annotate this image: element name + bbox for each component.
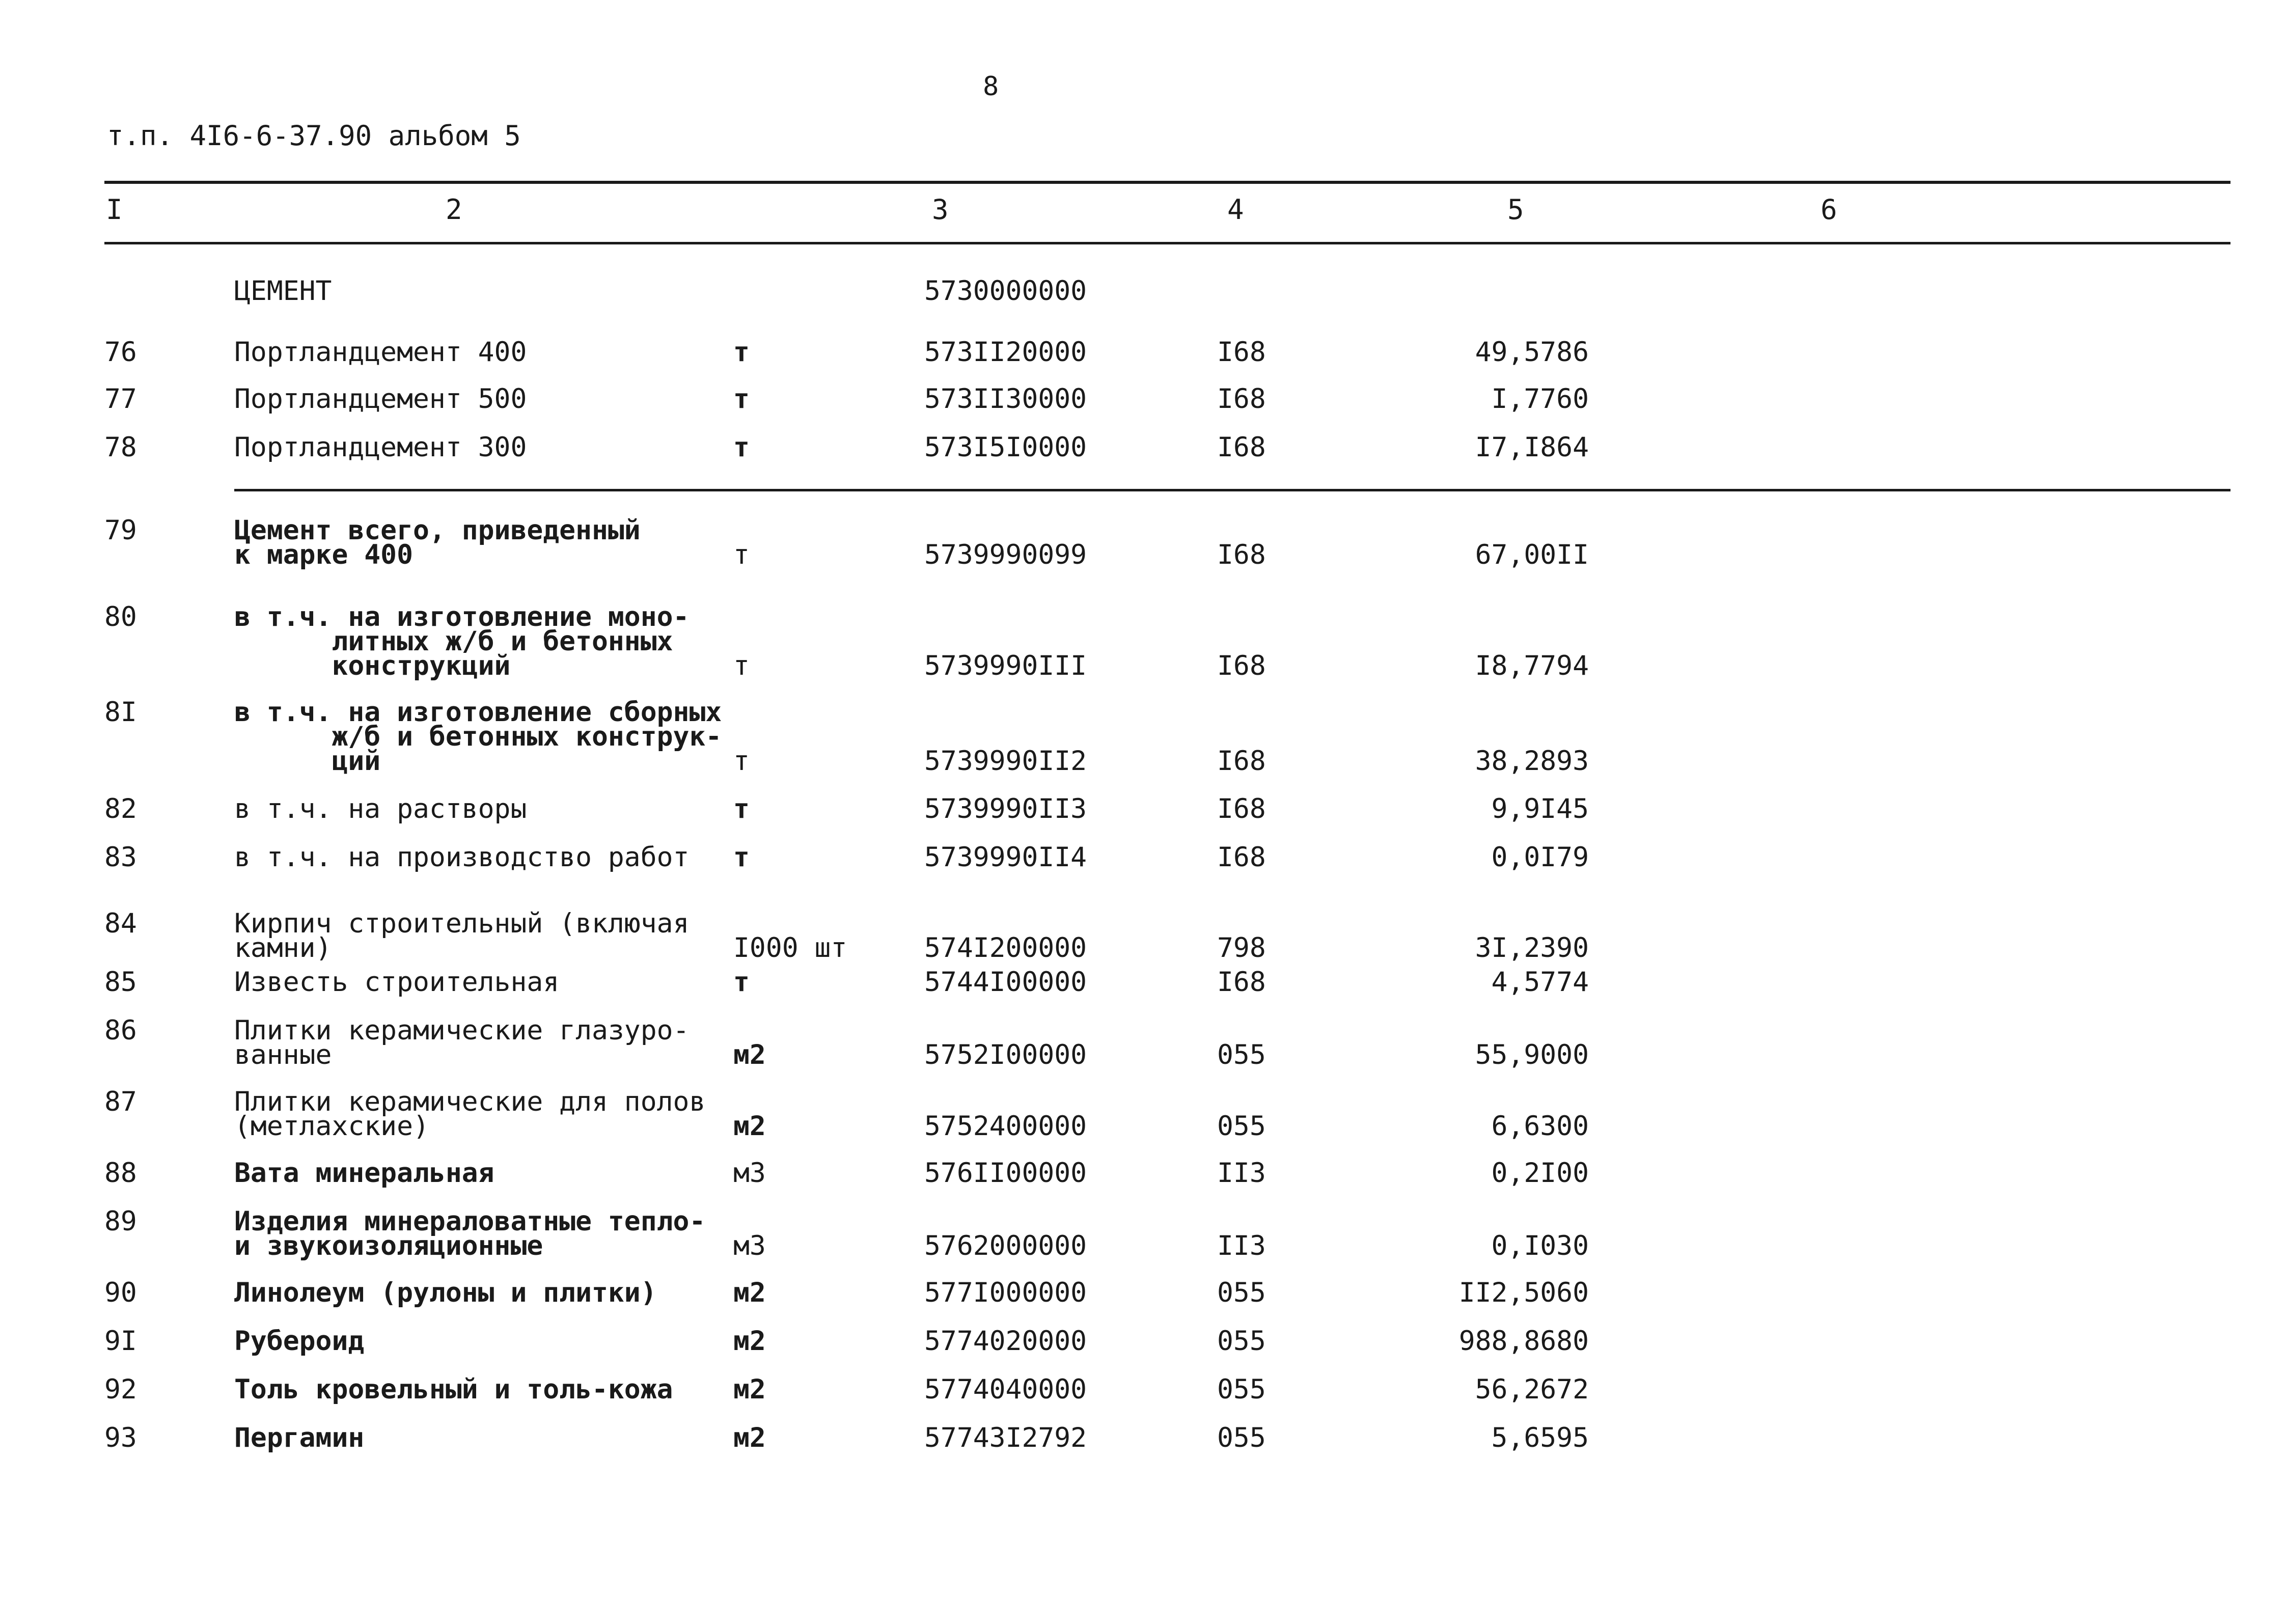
page-number: 8 [983, 71, 999, 102]
row-number: 80 [104, 601, 137, 632]
row-number: 78 [104, 432, 137, 463]
material-code: 577I000000 [924, 1277, 1087, 1308]
quantity-value: 4,5774 [1491, 967, 1589, 998]
unit-code: I68 [1217, 383, 1266, 415]
material-code: 5752400000 [924, 1111, 1087, 1142]
unit-code: 798 [1217, 932, 1266, 964]
material-code: 5739990II4 [924, 842, 1087, 873]
unit-of-measure: т [733, 337, 750, 368]
row-number: 92 [104, 1374, 137, 1405]
unit-code: I68 [1217, 746, 1266, 777]
unit-of-measure: м2 [733, 1326, 766, 1357]
material-name: Линолеум (рулоны и плитки) [234, 1277, 657, 1308]
row-number: 77 [104, 383, 137, 415]
row-number: 8I [104, 697, 137, 728]
quantity-value: 49,5786 [1475, 337, 1589, 368]
column-header-2: 2 [446, 194, 462, 226]
row-number: 87 [104, 1086, 137, 1117]
column-header-5: 5 [1507, 194, 1524, 226]
unit-of-measure: м2 [733, 1374, 766, 1405]
unit-of-measure: т [733, 539, 750, 570]
row-number: 89 [104, 1206, 137, 1237]
material-code: 5774040000 [924, 1374, 1087, 1405]
quantity-value: 5,6595 [1491, 1422, 1589, 1453]
unit-of-measure: т [733, 967, 750, 998]
row-number: 83 [104, 842, 137, 873]
material-code: 5774020000 [924, 1326, 1087, 1357]
unit-of-measure: т [733, 383, 750, 415]
quantity-value: 67,00II [1475, 539, 1589, 570]
column-header-6: 6 [1821, 194, 1837, 226]
material-code: 573II20000 [924, 337, 1087, 368]
material-name: Портландцемент 300 [234, 432, 527, 463]
row-number: 82 [104, 793, 137, 824]
unit-of-measure: I000 шт [733, 932, 847, 964]
row-number: 88 [104, 1158, 137, 1189]
material-code: 574I200000 [924, 932, 1087, 964]
unit-of-measure: м2 [733, 1277, 766, 1308]
header-top-rule [104, 181, 2230, 184]
material-name: Рубероид [234, 1326, 365, 1357]
unit-code: I68 [1217, 539, 1266, 570]
unit-of-measure: м2 [733, 1422, 766, 1453]
column-header-1: I [106, 194, 123, 226]
row-number: 93 [104, 1422, 137, 1453]
material-name: Цемент всего, приведенный к марке 400 [234, 515, 641, 570]
material-code: 5739990099 [924, 539, 1087, 570]
material-name: Вата минеральная [234, 1158, 494, 1189]
unit-code: I68 [1217, 432, 1266, 463]
unit-of-measure: м2 [733, 1111, 766, 1142]
material-name: Кирпич строительный (включая камни) [234, 908, 690, 964]
material-name: в т.ч. на растворы [234, 793, 527, 824]
quantity-value: 0,2I00 [1491, 1158, 1589, 1189]
material-name: в т.ч. на изготовление сборных ж/б и бетонных конструк- ций [234, 697, 722, 777]
group-code: 5730000000 [924, 276, 1087, 307]
quantity-value: 0,I030 [1491, 1230, 1589, 1261]
quantity-value: I,7760 [1491, 383, 1589, 415]
quantity-value: 0,0I79 [1491, 842, 1589, 873]
unit-of-measure: м3 [733, 1158, 766, 1189]
unit-code: 055 [1217, 1422, 1266, 1453]
quantity-value: 6,6300 [1491, 1111, 1589, 1142]
unit-code: I68 [1217, 842, 1266, 873]
row-number: 76 [104, 337, 137, 368]
unit-code: 055 [1217, 1039, 1266, 1070]
material-code: 5744I00000 [924, 967, 1087, 998]
column-header-3: 3 [932, 194, 949, 226]
material-name: Изделия минераловатные тепло- и звукоизоляционные [234, 1206, 706, 1261]
material-code: 5739990III [924, 650, 1087, 681]
quantity-value: I7,I864 [1475, 432, 1589, 463]
column-header-4: 4 [1227, 194, 1244, 226]
quantity-value: 988,8680 [1458, 1326, 1589, 1357]
quantity-value: I8,7794 [1475, 650, 1589, 681]
quantity-value: II2,5060 [1458, 1277, 1589, 1308]
unit-of-measure: т [733, 650, 750, 681]
unit-of-measure: м3 [733, 1230, 766, 1261]
row-number: 85 [104, 967, 137, 998]
material-name: в т.ч. на изготовление моно- литных ж/б и бетонных конструкций [234, 601, 690, 681]
quantity-value: 38,2893 [1475, 746, 1589, 777]
material-code: 573I5I0000 [924, 432, 1087, 463]
unit-of-measure: т [733, 746, 750, 777]
material-name: Портландцемент 400 [234, 337, 527, 368]
material-code: 57743I2792 [924, 1422, 1087, 1453]
unit-code: I68 [1217, 337, 1266, 368]
row-number: 90 [104, 1277, 137, 1308]
material-name: Известь строительная [234, 967, 560, 998]
material-code: 5762000000 [924, 1230, 1087, 1261]
unit-code: I68 [1217, 793, 1266, 824]
material-name: Портландцемент 500 [234, 383, 527, 415]
unit-of-measure: м2 [733, 1039, 766, 1070]
quantity-value: 55,9000 [1475, 1039, 1589, 1070]
row-number: 84 [104, 908, 137, 939]
material-name: в т.ч. на производство работ [234, 842, 690, 873]
material-code: 5739990II3 [924, 793, 1087, 824]
unit-code: 055 [1217, 1277, 1266, 1308]
row-number: 9I [104, 1326, 137, 1357]
row-number: 79 [104, 515, 137, 546]
unit-code: I68 [1217, 650, 1266, 681]
header-bottom-rule [104, 242, 2230, 244]
material-code: 576II00000 [924, 1158, 1087, 1189]
unit-of-measure: т [733, 842, 750, 873]
unit-code: 055 [1217, 1326, 1266, 1357]
material-name: Плитки керамические глазуро- ванные [234, 1015, 690, 1070]
material-code: 5739990II2 [924, 746, 1087, 777]
material-code: 573II30000 [924, 383, 1087, 415]
unit-of-measure: т [733, 793, 750, 824]
quantity-value: 3I,2390 [1475, 932, 1589, 964]
unit-code: 055 [1217, 1111, 1266, 1142]
material-code: 5752I00000 [924, 1039, 1087, 1070]
quantity-value: 56,2672 [1475, 1374, 1589, 1405]
material-name: Толь кровельный и толь-кожа [234, 1374, 673, 1405]
quantity-value: 9,9I45 [1491, 793, 1589, 824]
unit-code: I68 [1217, 967, 1266, 998]
unit-of-measure: т [733, 432, 750, 463]
subtotal-rule [234, 489, 2230, 491]
unit-code: II3 [1217, 1230, 1266, 1261]
row-number: 86 [104, 1015, 137, 1046]
group-title: ЦЕМЕНТ [234, 276, 332, 307]
document-reference: т.п. 4I6-6-37.90 альбом 5 [107, 120, 521, 152]
material-name: Пергамин [234, 1422, 365, 1453]
unit-code: 055 [1217, 1374, 1266, 1405]
material-name: Плитки керамические для полов (метлахские) [234, 1086, 706, 1142]
unit-code: II3 [1217, 1158, 1266, 1189]
